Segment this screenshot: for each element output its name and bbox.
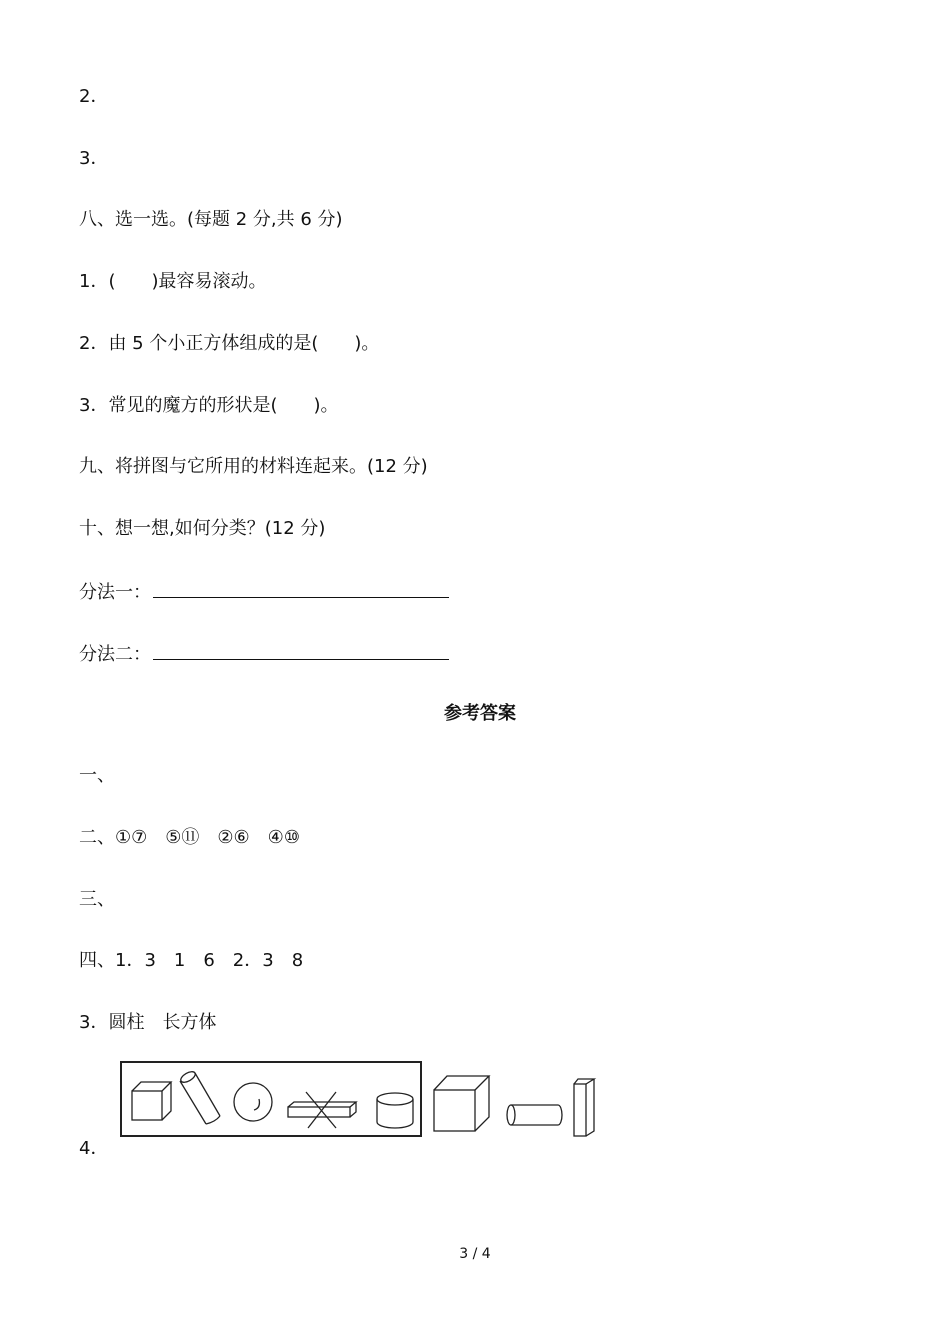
- tall-cuboid-icon: [574, 1079, 594, 1136]
- cube-icon: [132, 1082, 171, 1120]
- item-3: 3．: [79, 148, 109, 169]
- question-8-2: 2．由 5 个小正方体组成的是( )。: [79, 333, 380, 354]
- answer-box: [121, 1062, 421, 1136]
- answer-1: 一、: [79, 765, 115, 786]
- method-2-label: 分法二：: [79, 644, 151, 665]
- method-2-blank: [153, 641, 449, 660]
- short-cylinder-icon: [377, 1093, 413, 1128]
- answer-figure: [118, 1058, 608, 1144]
- answer-4-4: 4．: [79, 1138, 109, 1159]
- answer-2: 二、①⑦ ⑤⑪ ②⑥ ④⑩: [79, 827, 300, 848]
- answer-key-title: 参考答案: [444, 703, 516, 724]
- method-2-row: [79, 641, 449, 667]
- page-number: 3 / 4: [459, 1246, 491, 1262]
- method-1-label: 分法一：: [79, 582, 151, 603]
- sphere-icon: [234, 1083, 272, 1121]
- method-1-row: [79, 579, 449, 605]
- section-9-heading: 九、将拼图与它所用的材料连起来。(12 分): [79, 456, 428, 477]
- question-8-1: 1．( )最容易滚动。: [79, 271, 267, 292]
- section-10-heading: 十、想一想,如何分类？(12 分): [79, 518, 326, 539]
- large-cube-icon: [434, 1076, 489, 1131]
- question-8-3: 3．常见的魔方的形状是( )。: [79, 395, 339, 416]
- crossed-out-flat-cuboid-icon: [288, 1092, 356, 1128]
- answer-4: 四、1．3 1 6 2．3 8: [79, 950, 304, 971]
- answer-4-3: 3．圆柱 长方体: [79, 1012, 217, 1033]
- horizontal-cylinder-icon: [507, 1105, 562, 1125]
- item-2: 2．: [79, 86, 109, 107]
- method-1-blank: [153, 579, 449, 598]
- tilted-cylinder-icon: [179, 1070, 220, 1124]
- answer-3: 三、: [79, 889, 115, 910]
- section-8-heading: 八、选一选。(每题 2 分,共 6 分): [79, 209, 343, 230]
